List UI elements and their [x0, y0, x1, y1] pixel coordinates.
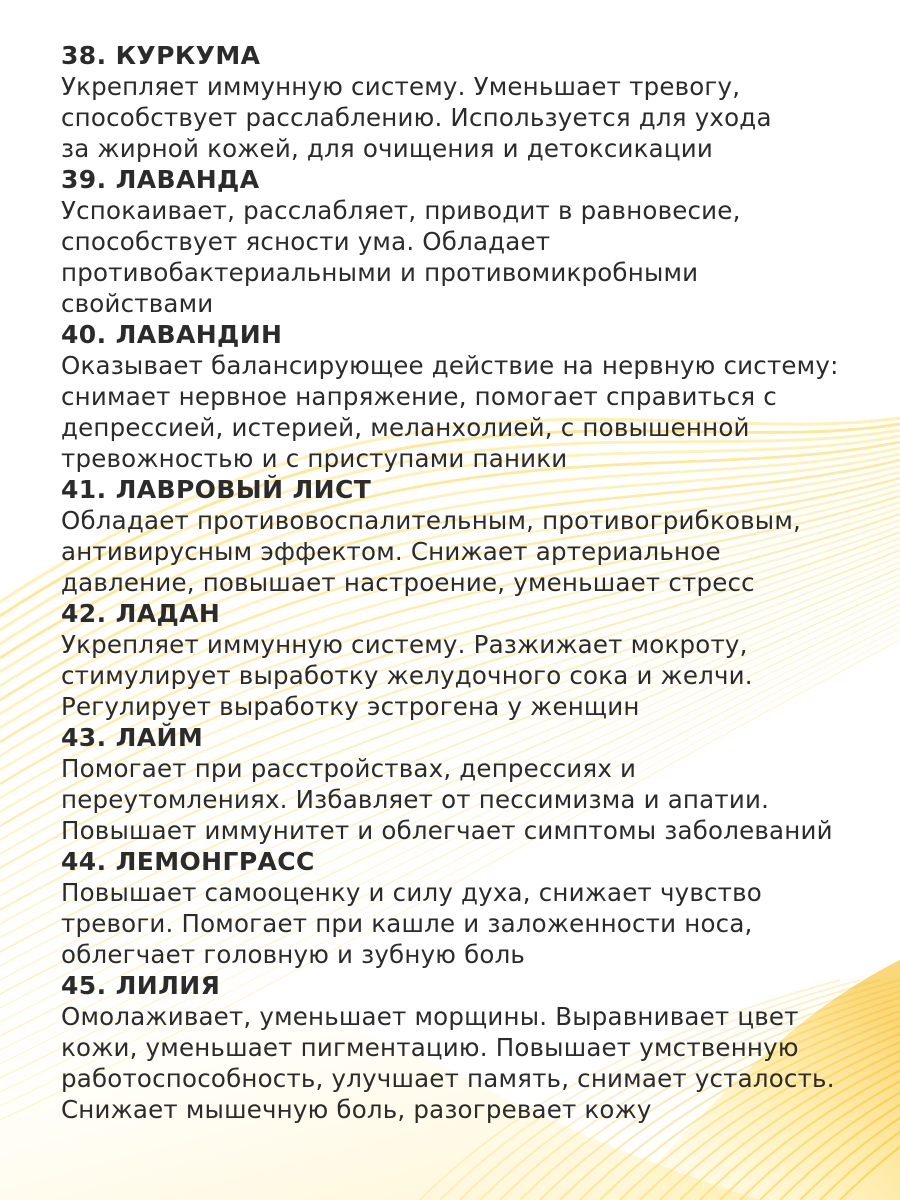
entry-description-line: свойствами	[61, 289, 214, 318]
entry-description-line: за жирной кожей, для очищения и детоксикации	[61, 134, 713, 163]
entry-description-line: тревоги. Помогает при кашле и заложенности носа,	[61, 909, 753, 938]
entry-title: 39. ЛАВАНДА	[61, 165, 260, 194]
entry-title: 45. ЛИЛИЯ	[61, 971, 221, 1000]
entry-description-line: облегчает головную и зубную боль	[61, 940, 526, 969]
entry-description-line: Укрепляет иммунную систему. Разжижает мокроту,	[61, 630, 748, 659]
entry-description-line: Повышает иммунитет и облегчает симптомы заболеваний	[61, 816, 833, 845]
entry-description-line: снимает нервное напряжение, помогает справиться с	[61, 382, 777, 411]
entry-description-line: Омолаживает, уменьшает морщины. Выравнивает цвет	[61, 1002, 799, 1031]
entry-description-line: переутомлениях. Избавляет от пессимизма и апатии.	[61, 785, 770, 814]
entry-description-line: тревожностью и с приступами паники	[61, 444, 568, 473]
entry-block	[61, 722, 891, 846]
entry-description-line: противобактериальными и противомикробными	[61, 258, 699, 287]
entry-description-line: Оказывает балансирующее действие на нервную систему:	[61, 351, 839, 380]
entry-description-line: стимулирует выработку желудочного сока и желчи.	[61, 661, 753, 690]
entry-title: 41. ЛАВРОВЫЙ ЛИСТ	[61, 475, 372, 504]
entry-block	[61, 474, 891, 598]
entry-description-line: Снижает мышечную боль, разогревает кожу	[61, 1095, 652, 1124]
entry-description-line: кожи, уменьшает пигментацию. Повышает умственную	[61, 1033, 799, 1062]
entry-title: 43. ЛАЙМ	[61, 723, 204, 752]
entry-block	[61, 40, 891, 164]
entry-block	[61, 319, 891, 474]
entry-description-line: Обладает противовоспалительным, противогрибковым,	[61, 506, 801, 535]
entry-description-line: Повышает самооценку и силу духа, снижает чувство	[61, 878, 762, 907]
entry-title: 42. ЛАДАН	[61, 599, 221, 628]
entry-description-line: способствует ясности ума. Обладает	[61, 227, 551, 256]
entry-description-line: работоспособность, улучшает память, снимает усталость.	[61, 1064, 835, 1093]
entry-description-line: депрессией, истерией, меланхолией, с повышенной	[61, 413, 750, 442]
entry-title: 40. ЛАВАНДИН	[61, 320, 283, 349]
entry-block	[61, 164, 891, 319]
entry-block	[61, 970, 891, 1125]
entries-list	[61, 40, 891, 1125]
entry-description-line: Успокаивает, расслабляет, приводит в равновесие,	[61, 196, 741, 225]
entry-title: 44. ЛЕМОНГРАСС	[61, 847, 315, 876]
entry-title: 38. КУРКУМА	[61, 41, 261, 70]
entry-description-line: антивирусным эффектом. Снижает артериальное	[61, 537, 721, 566]
entry-block	[61, 598, 891, 722]
entry-description-line: давление, повышает настроение, уменьшает стресс	[61, 568, 755, 597]
entry-block	[61, 846, 891, 970]
entry-description-line: Регулирует выработку эстрогена у женщин	[61, 692, 640, 721]
entry-description-line: Укрепляет иммунную систему. Уменьшает тревогу,	[61, 72, 741, 101]
entry-description-line: способствует расслаблению. Используется для ухода	[61, 103, 772, 132]
entry-description-line: Помогает при расстройствах, депрессиях и	[61, 754, 637, 783]
